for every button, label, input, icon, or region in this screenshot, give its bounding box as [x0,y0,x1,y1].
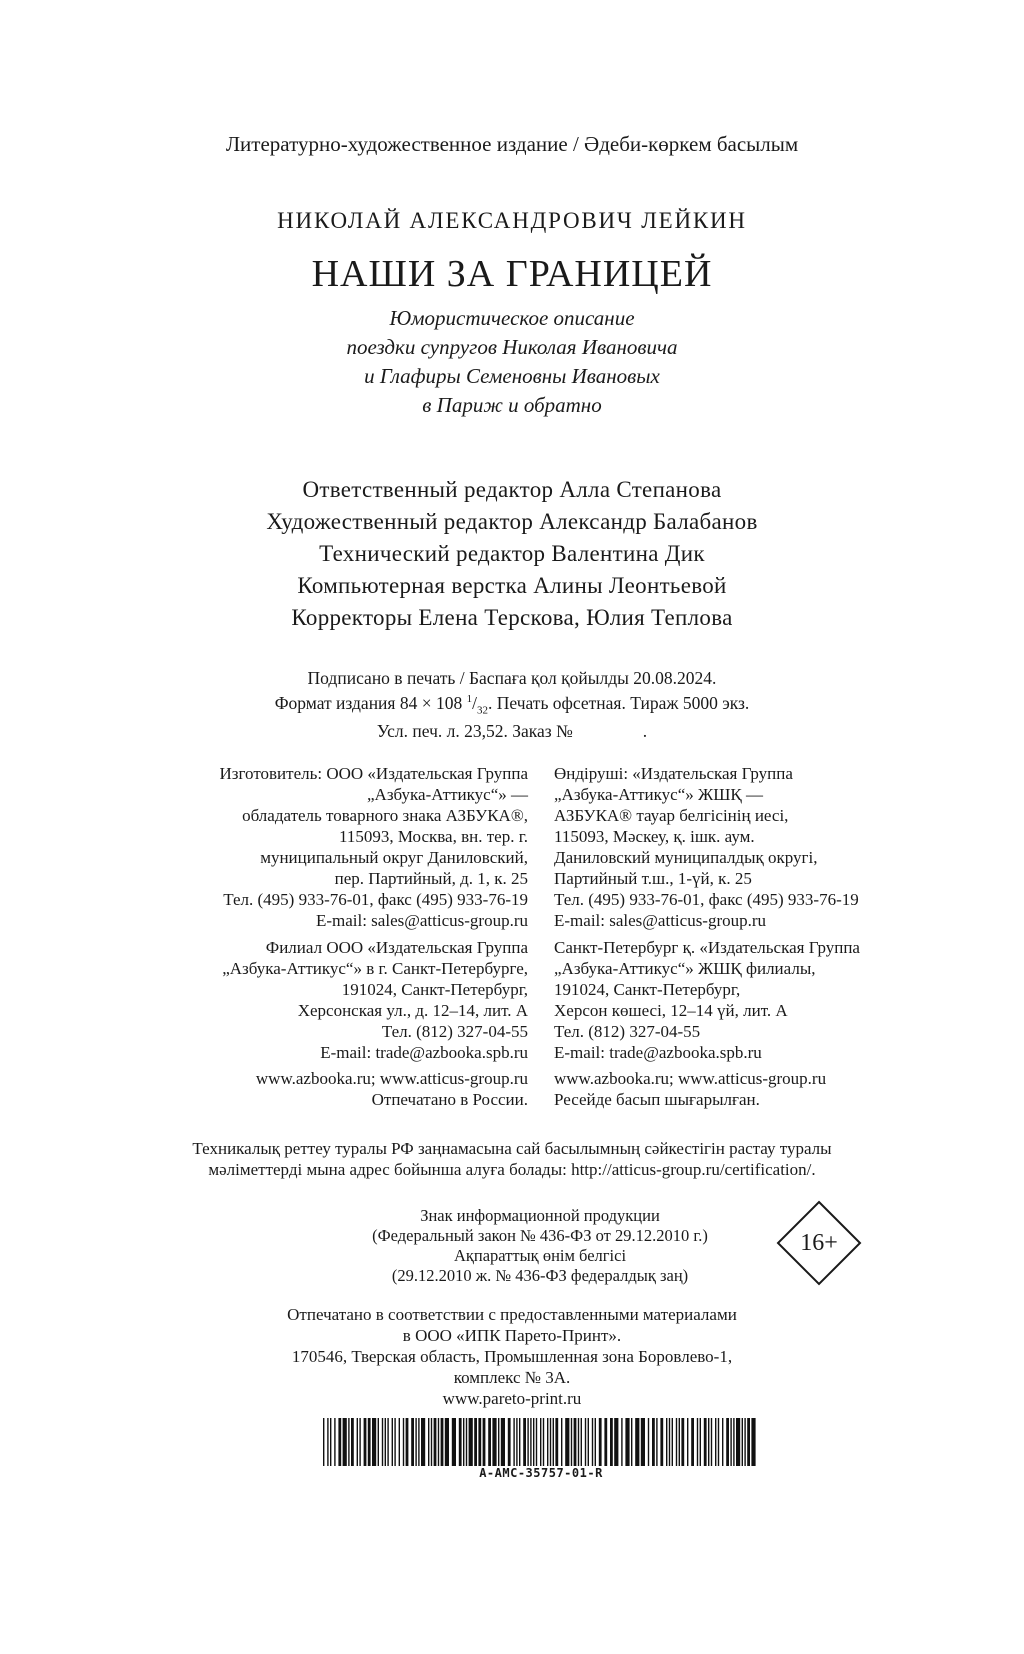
printer-line: в ООО «ИПК Парето-Принт». [402,1326,622,1345]
barcode-bar [431,1418,432,1466]
branch-ru [108,937,528,1063]
web-ru-line: Отпечатано в России. [371,1090,528,1109]
barcode-bar [343,1418,347,1466]
web-ru [108,1068,528,1110]
barcode-bar [592,1418,593,1466]
tech-regulation-line: мәліметтерді мына адрес бойынша алуға болады: http://atticus-group.ru/certification/. [208,1160,816,1179]
barcode-bar [555,1418,558,1466]
subtitle-line: поездки супругов Николая Ивановича [346,335,678,359]
info-sign-line: Ақпараттық өнім белгісі [453,1246,627,1265]
barcode-bar [697,1418,698,1466]
credit-line: Технический редактор Валентина Дик [319,541,705,566]
barcode-bar [441,1418,444,1466]
barcode-bar [530,1418,531,1466]
printer-line: www.pareto-print.ru [442,1389,582,1408]
info-sign-line: (Федеральный закон № 436-ФЗ от 29.12.2010 г.) [372,1226,708,1245]
barcode-bar [415,1418,416,1466]
manufacturer-ru-line: E-mail: sales@atticus-group.ru [315,911,528,930]
barcode-bar [434,1418,437,1466]
barcode-bar [736,1418,740,1466]
barcode-bar [733,1418,734,1466]
barcode-bar [421,1418,425,1466]
barcode-bar [751,1418,755,1466]
barcode-bar [372,1418,376,1466]
barcode-bar [540,1418,541,1466]
barcode-bar [742,1418,743,1466]
barcode-label: A-AMC-35757-01-R [479,1466,603,1480]
barcode-bar [652,1418,655,1466]
book-title: НАШИ ЗА ГРАНИЦЕЙ [311,253,713,295]
barcode-bar [463,1418,464,1466]
manufacturer-kz-line: 115093, Мәскеу, қ. ішк. аум. [554,827,755,846]
barcode-bar [516,1418,517,1466]
barcode-bar [466,1418,467,1466]
credit-line: Компьютерная верстка Алины Леонтьевой [297,573,727,598]
barcode-bar [536,1418,537,1466]
barcode-bar [585,1418,586,1466]
author-name: НИКОЛАЙ АЛЕКСАНДРОВИЧ ЛЕЙКИН [277,208,747,233]
barcode-bar [387,1418,388,1466]
manufacturer-kz-line: Өндіруші: «Издательская Группа [554,764,793,783]
tech-regulation-line: Техникалық реттеу туралы РФ заңнамасына сай басылымның сәйкестігін растау туралы [192,1139,832,1158]
signed-date: Подписано в печать / Баспаға қол қойылды 20.08.2024. [307,668,717,688]
barcode-bar [323,1418,324,1466]
barcode-bar [469,1418,473,1466]
printer-line: 170546, Тверская область, Промышленная зона Боровлево-1, [291,1347,733,1366]
branch-ru-line: Филиал ООО «Издательская Группа [265,938,528,957]
barcode-bar [679,1418,680,1466]
web-kz [554,1068,974,1110]
manufacturer-kz-line: Партийный т.ш., 1-үй, к. 25 [554,869,752,888]
manufacturer-ru-line: пер. Партийный, д. 1, к. 25 [334,869,528,888]
branch-ru-line: Тел. (812) 327-04-55 [381,1022,528,1041]
subtitle-line: в Париж и обратно [422,393,602,417]
info-sign-line: (29.12.2010 ж. № 436-ФЗ федералдық заң) [391,1266,689,1285]
barcode-bar [641,1418,645,1466]
barcode-bar [574,1418,577,1466]
manufacturer-ru-line: Тел. (495) 933-76-01, факс (495) 933-76-19 [223,890,528,909]
format-prefix: Формат издания 84 × 108 [274,692,467,713]
credits [0,474,1024,634]
barcode-bar [547,1418,548,1466]
barcode-bar [452,1418,456,1466]
barcode-bar [610,1418,613,1466]
barcode-bar [730,1418,731,1466]
barcode-bar [718,1418,719,1466]
branch-ru-line: E-mail: trade@azbooka.spb.ru [320,1043,528,1062]
manufacturer-ru-line: „Азбука-Аттикус“» — [367,785,528,804]
barcode-bar [672,1418,673,1466]
barcode-bar [406,1418,409,1466]
barcode-bar [394,1418,395,1466]
sheets-order: Усл. печ. л. 23,52. Заказ № . [376,721,648,742]
manufacturer-kz-line: Даниловский муниципалдық округі, [554,848,818,867]
credit-line: Ответственный редактор Алла Степанова [302,477,722,502]
branch-kz-line: E-mail: trade@azbooka.spb.ru [554,1043,762,1062]
manufacturer-kz-line: Тел. (495) 933-76-01, факс (495) 933-76-19 [554,890,859,909]
manufacturer-kz-line: АЗБУКА® тауар белгісінің иесі, [554,806,789,825]
barcode-bar [648,1418,649,1466]
barcode-bar [501,1418,505,1466]
barcode-bar [519,1418,520,1466]
barcode-bar [581,1418,582,1466]
branch-ru-line: „Азбука-Аттикус“» в г. Санкт-Петербурге, [222,959,528,978]
barcode-bar [428,1418,429,1466]
barcode-bar [599,1418,602,1466]
info-product-sign [300,1206,780,1286]
age-rating: 16+ [800,1229,838,1256]
barcode-bar [364,1418,367,1466]
web-kz-line: Ресейде басып шығарылған. [554,1090,760,1109]
barcode-bar [513,1418,514,1466]
barcode-bar [385,1418,386,1466]
info-sign-line: Знак информационной продукции [420,1206,660,1225]
branch-kz-line: 191024, Санкт-Петербург, [554,980,741,999]
web-ru-line: www.azbooka.ru; www.atticus-group.ru [255,1069,528,1088]
barcode-bar [565,1418,569,1466]
barcode-bar [588,1418,589,1466]
barcode-bar [438,1418,439,1466]
barcode-bar [368,1418,371,1466]
barcode-bar [378,1418,379,1466]
barcode-bar [411,1418,414,1466]
barcode-bar [492,1418,496,1466]
barcode-bar [330,1418,331,1466]
barcode-bar [351,1418,354,1466]
printer-line: комплекс № 3А. [453,1368,571,1387]
barcode-bar [744,1418,745,1466]
format-suffix: . Печать офсетная. Тираж 5000 экз. [487,692,750,713]
manufacturer-ru-line: 115093, Москва, вн. тер. г. [338,827,528,846]
barcode-bar [711,1418,712,1466]
barcode-bar [334,1418,335,1466]
branch-kz-line: „Азбука-Аттикус“» ЖШҚ филиалы, [554,959,816,978]
barcode-bar [399,1418,400,1466]
barcode-bar [595,1418,596,1466]
barcode-bar [561,1418,562,1466]
barcode-bar [700,1418,701,1466]
barcode-bar [483,1418,486,1466]
barcode-bar [621,1418,622,1466]
barcode-bar [533,1418,534,1466]
barcode-bar [348,1418,349,1466]
barcode-bar [327,1418,328,1466]
barcode-bar [474,1418,477,1466]
barcode-bar [553,1418,554,1466]
barcode-bar [604,1418,607,1466]
barcode-bar [631,1418,632,1466]
barcode-bar [403,1418,404,1466]
barcode-bar [660,1418,663,1466]
barcode-bar [543,1418,544,1466]
branch-kz-line: Херсон көшесі, 12–14 үй, лит. А [554,1001,788,1020]
barcode-bar [635,1418,639,1466]
barcode-bar [726,1418,729,1466]
barcode-bar [498,1418,499,1466]
manufacturer-kz-line: E-mail: sales@atticus-group.ru [554,911,767,930]
format-fraction-num: 1 [466,693,473,705]
branch-kz-line: Тел. (812) 327-04-55 [554,1022,701,1041]
barcode-bar [691,1418,694,1466]
barcode-bar [418,1418,419,1466]
barcode-bar [571,1418,572,1466]
credit-line: Корректоры Елена Терскова, Юлия Теплова [291,605,733,630]
barcode-bar [508,1418,511,1466]
age-rating-badge [776,1200,862,1286]
barcode-bar [523,1418,526,1466]
credit-line: Художественный редактор Александр Балабанов [266,509,758,534]
print-info [0,668,1024,742]
barcode-bar [715,1418,716,1466]
branch-kz [554,937,974,1063]
manufacturer-kz-line: „Азбука-Аттикус“» ЖШҚ — [554,785,763,804]
manufacturer-ru [108,763,528,931]
barcode-bar [357,1418,358,1466]
barcode-bar [681,1418,684,1466]
barcode-bar [338,1418,341,1466]
barcode-bar [445,1418,449,1466]
barcode-bar [478,1418,481,1466]
barcode-bar [614,1418,618,1466]
manufacturer-ru-line: Изготовитель: ООО «Издательская Группа [219,764,528,783]
barcode-bar [656,1418,657,1466]
barcode-bar [687,1418,688,1466]
manufacturer-kz [554,763,974,931]
barcode-bar [578,1418,579,1466]
book-subtitle [0,304,1024,420]
barcode-bar [704,1418,707,1466]
tech-regulation [0,1138,1024,1180]
barcode-bar [382,1418,383,1466]
barcode-bar [708,1418,709,1466]
barcode [321,1418,761,1466]
barcode-bar [747,1418,750,1466]
branch-ru-line: Херсонская ул., д. 12–14, лит. А [297,1001,528,1020]
barcode-bar [392,1418,393,1466]
web-kz-line: www.azbooka.ru; www.atticus-group.ru [554,1069,827,1088]
barcode-bar [359,1418,360,1466]
barcode-bar [722,1418,723,1466]
subtitle-line: и Глафиры Семеновны Ивановых [364,364,660,388]
format-line: Формат издания 84 × 108 $^1/_{32}$. Печать офсетная. Тираж 5000 экз. [274,692,750,717]
barcode-bar [666,1418,667,1466]
barcode-bar [527,1418,528,1466]
manufacturer-ru-line: муниципальный округ Даниловский, [260,848,528,867]
manufacturer-ru-line: обладатель товарного знака АЗБУКА®, [242,806,528,825]
barcode-bar [625,1418,629,1466]
printer-info [0,1304,1024,1409]
branch-kz-line: Санкт-Петербург қ. «Издательская Группа [554,938,860,957]
barcode-bar [459,1418,462,1466]
printer-line: Отпечатано в соответствии с предоставленными материалами [287,1305,737,1324]
subtitle-line: Юмористическое описание [389,306,635,330]
barcode-bar [550,1418,551,1466]
barcode-bar [488,1418,491,1466]
series-label: Литературно-художественное издание / Әдеби-көркем басылым [225,132,799,156]
barcode-bar [676,1418,677,1466]
barcode-bar [669,1418,670,1466]
branch-ru-line: 191024, Санкт-Петербург, [341,980,528,999]
format-fraction-den: 32 [476,704,488,717]
